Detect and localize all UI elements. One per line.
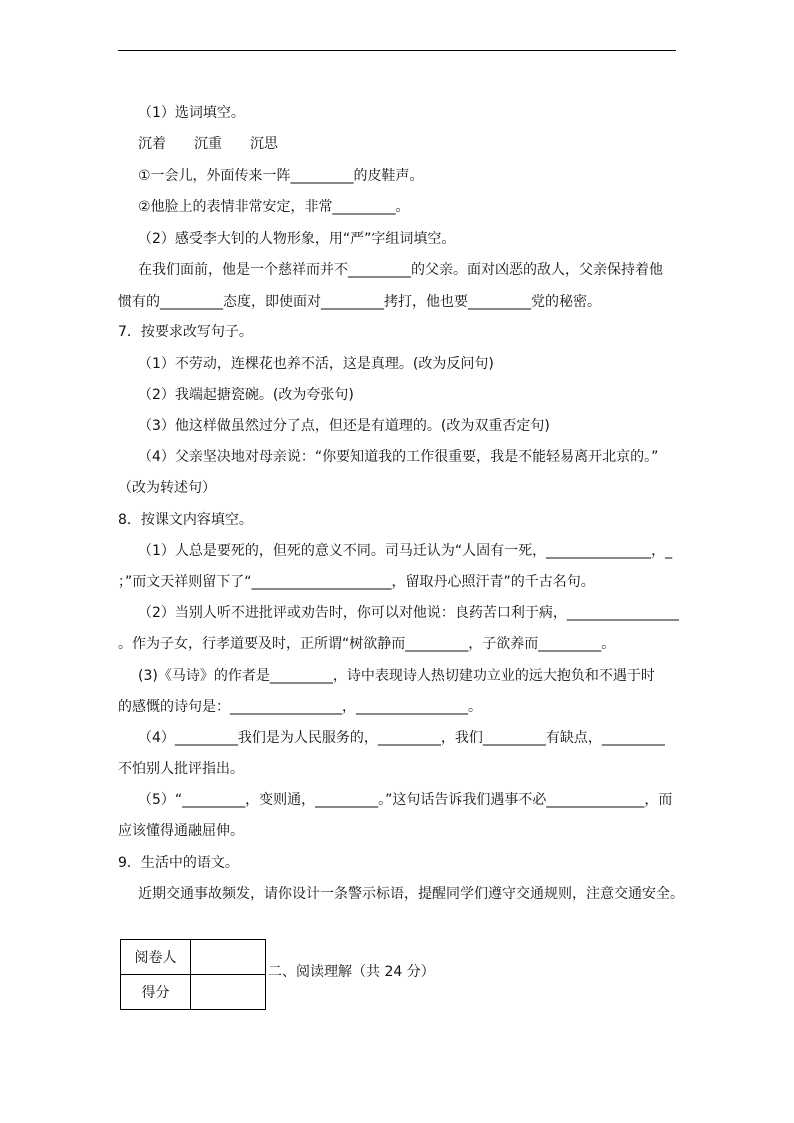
question-7-item-4: （4）父亲坚决地对母亲说：“你要知道我的工作很重要，我是不能轻易离开北京的。” <box>138 449 659 465</box>
question-9-prompt: 近期交通事故频发，请你设计一条警示标语，提醒同学们遵守交通规则，注意交通安全。 <box>138 886 684 902</box>
question-7-item-2: （2）我端起搪瓷碗。(改为夸张句) <box>138 387 354 403</box>
question-8-item-3-line-1: (3)《马诗》的作者是_________，诗中表现诗人热切建功立业的远大抱负和不遇于时 <box>138 668 655 684</box>
question-8-item-4-line-1: （4）_________我们是为人民服务的，_________，我们_________有缺点，_________ <box>138 730 665 746</box>
question-8-item-4-line-2: 不怕别人批评指出。 <box>118 761 244 777</box>
question-8-item-3-line-2: 的感慨的诗句是：________________，________________。 <box>118 699 482 715</box>
reviewer-cell <box>191 940 266 975</box>
question-7-item-4-note: （改为转述句） <box>118 480 216 496</box>
question-7-item-3: （3）他这样做虽然过分了点，但还是有道理的。(改为双重否定句) <box>138 418 550 434</box>
question-8-item-1-line-2: ；”而文天祥则留下了“____________________，留取丹心照汗青”的千古名句。 <box>118 574 595 590</box>
fill-sentence-2: ②他脸上的表情非常安定，非常_________。 <box>138 199 410 215</box>
section-title: 二、阅读理解（共 24 分） <box>268 964 435 980</box>
question-8-item-5-line-1: （5）“_________，变则通，_________。”这句话告诉我们遇事不必______________，而 <box>138 792 673 808</box>
question-7-item-1: （1）不劳动，连棵花也养不活，这是真理。(改为反问句) <box>138 356 494 372</box>
score-table <box>120 939 266 1010</box>
score-cell <box>191 975 266 1010</box>
paragraph-line-2: 惯有的_________态度，即使面对_________拷打，他也要_________党的秘密。 <box>118 294 601 310</box>
question-6-part-1-heading: （1）选词填空。 <box>138 105 245 121</box>
word-choices: 沉着 沉重 沉思 <box>138 136 278 152</box>
question-7-heading: 7．按要求改写句子。 <box>118 324 253 340</box>
question-8-item-1-line-1: （1）人总是要死的，但死的意义不同。司马迁认为“人固有一死，_______________，_ <box>138 543 673 559</box>
paragraph-line-1: 在我们面前，他是一个慈祥而并不_________的父亲。面对凶恶的敌人，父亲保持着他 <box>138 262 663 278</box>
question-6-part-2-heading: （2）感受李大钊的人物形象，用“严”字组词填空。 <box>138 231 456 247</box>
header-rule <box>118 50 676 51</box>
question-8-item-5-line-2: 应该懂得通融屈伸。 <box>118 823 244 839</box>
score-label: 得分 <box>121 975 191 1010</box>
reviewer-label: 阅卷人 <box>121 940 191 975</box>
fill-sentence-1: ①一会儿，外面传来一阵_________的皮鞋声。 <box>138 168 424 184</box>
question-9-heading: 9．生活中的语文。 <box>118 855 239 871</box>
question-8-item-2-line-2: 。作为子女，行孝道要及时，正所谓“树欲静而_________，子欲养而_________。 <box>118 636 616 652</box>
question-8-item-2-line-1: （2）当别人听不进批评或劝告时，你可以对他说：良药苦口利于病，________________ <box>138 605 679 621</box>
question-8-heading: 8．按课文内容填空。 <box>118 512 253 528</box>
